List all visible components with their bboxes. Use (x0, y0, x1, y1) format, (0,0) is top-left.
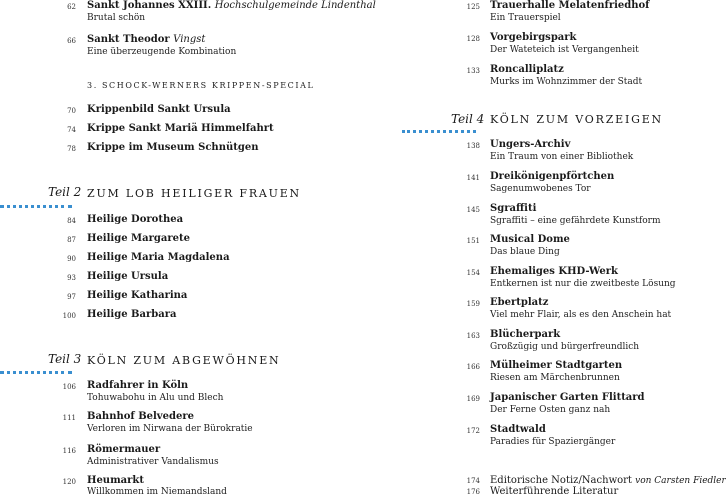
toc-entry-katharina[interactable] (0, 290, 345, 306)
toc-entry-musical-dome[interactable] (346, 234, 693, 260)
page-number: 120 (62, 478, 76, 486)
entry-title: Blücherpark (490, 329, 561, 340)
entry-subtitle: Ein Trauerspiel (490, 13, 561, 23)
entry-title: Roncalliplatz (490, 64, 564, 75)
page-number: 93 (67, 274, 76, 282)
toc-entry-radfahrer[interactable] (0, 380, 345, 408)
toc-entry-literatur[interactable] (346, 486, 693, 498)
page-number: 145 (466, 206, 480, 214)
toc-entry-barbara[interactable] (0, 309, 345, 325)
page-number: 128 (466, 35, 480, 43)
page-number: 166 (466, 363, 480, 371)
part-title: KÖLN ZUM ABGEWÖHNEN (87, 354, 281, 367)
entry-location: Vingst (173, 34, 206, 45)
part-label: Teil 4 (451, 112, 485, 126)
entry-subtitle: Administrativer Vandalismus (87, 457, 219, 467)
entry-title: Japanischer Garten Flittard (490, 392, 645, 403)
toc-entry-sankt-johannes[interactable] (0, 0, 376, 28)
entry-title: Musical Dome (490, 234, 570, 245)
entry-subtitle: Viel mehr Flair, als es den Anschein hat (490, 310, 672, 320)
part-heading-teil-2[interactable] (0, 185, 345, 215)
toc-entry-dreikoenigenpfoertchen[interactable] (346, 171, 693, 197)
page-number: 84 (67, 217, 76, 225)
entry-title: Heilige Katharina (87, 290, 188, 301)
entry-location: Hochschulgemeinde Lindenthal (214, 0, 376, 11)
entry-subtitle: Ein Traum von einer Bibliothek (490, 152, 634, 162)
entry-title: Bahnhof Belvedere (87, 411, 194, 422)
page-number: 172 (466, 427, 480, 435)
page-number: 116 (62, 447, 76, 455)
entry-title: Heilige Ursula (87, 271, 169, 282)
entry-title: Römermauer (87, 444, 161, 455)
entry-subtitle: Paradies für Spaziergänger (490, 437, 616, 447)
page-number: 163 (466, 332, 480, 340)
page-number: 125 (466, 3, 480, 11)
entry-subtitle: Großzügig und bürgerfreundlich (490, 342, 640, 352)
toc-entry-muelheimer-stadtgarten[interactable] (346, 360, 693, 386)
entry-title: Ungers-Archiv (490, 139, 571, 150)
toc-entry-vorgebirgspark[interactable] (346, 32, 693, 58)
entry-subtitle: Brutal schön (87, 13, 146, 23)
entry-subtitle: Riesen am Märchenbrunnen (490, 373, 620, 383)
toc-entry-krippenbild[interactable] (0, 104, 345, 120)
entry-title: Ehemaliges KHD-Werk (490, 266, 618, 277)
entry-title: Ebertplatz (490, 297, 549, 308)
dotted-rule (0, 371, 72, 374)
dotted-rule (0, 205, 72, 208)
page-number: 70 (67, 107, 76, 115)
entry-subtitle: Murks im Wohnzimmer der Stadt (490, 77, 643, 87)
page-number: 111 (62, 414, 76, 422)
toc-entry-krippe-museum[interactable] (0, 142, 345, 158)
part-title: ZUM LOB HEILIGER FRAUEN (87, 187, 301, 200)
toc-entry-stadtwald[interactable] (346, 424, 693, 450)
entry-title: Heilige Margarete (87, 233, 190, 244)
page-number: 169 (466, 395, 480, 403)
subsection-heading: 3. SCHOCK-WERNERS KRIPPEN-SPECIAL (87, 81, 315, 90)
part-label: Teil 2 (48, 185, 82, 199)
part-heading-teil-4[interactable] (346, 112, 693, 142)
entry-title: Krippe Sankt Mariä Himmelfahrt (87, 123, 274, 134)
entry-title: Dreikönigenpförtchen (490, 171, 615, 182)
page-number: 154 (466, 269, 480, 277)
page-number: 90 (67, 255, 76, 263)
entry-title: Heilige Barbara (87, 309, 177, 320)
page-number: 174 (466, 477, 480, 485)
entry-title: Heilige Maria Magdalena (87, 252, 230, 263)
toc-entry-heumarkt[interactable] (0, 475, 345, 498)
entry-title: Mülheimer Stadtgarten (490, 360, 623, 371)
entry-title: Editorische Notiz/Nachwort von Carsten Fiedler (490, 475, 726, 486)
toc-entry-ursula[interactable] (0, 271, 345, 287)
page-number: 141 (466, 174, 480, 182)
part-heading-teil-3[interactable] (0, 352, 345, 382)
entry-title: Trauerhalle Melatenfriedhof (490, 0, 650, 11)
entry-title: Heilige Dorothea (87, 214, 184, 225)
page-number: 74 (67, 126, 76, 134)
part-label: Teil 3 (48, 352, 82, 366)
toc-entry-ungers-archiv[interactable] (346, 139, 693, 165)
entry-subtitle: Entkernen ist nur die zweitbeste Lösung (490, 279, 676, 289)
entry-title: Sankt Johannes XXIII. Hochschulgemeinde Lindenthal (87, 0, 376, 11)
toc-entry-margarete[interactable] (0, 233, 345, 249)
toc-entry-roncalliplatz[interactable] (346, 64, 693, 90)
page-number: 62 (67, 3, 76, 11)
toc-entry-roemermauer[interactable] (0, 444, 345, 472)
page-number: 159 (466, 300, 480, 308)
page-number: 106 (62, 383, 76, 391)
entry-subtitle: Sgraffiti – eine gefährdete Kunstform (490, 216, 661, 226)
page-number: 97 (67, 293, 76, 301)
page-number: 78 (67, 145, 76, 153)
toc-entry-bluecherpark[interactable] (346, 329, 693, 355)
dotted-rule (402, 130, 476, 133)
entry-title: Radfahrer in Köln (87, 380, 189, 391)
toc-entry-bahnhof-belvedere[interactable] (0, 411, 345, 439)
entry-title: Weiterführende Literatur (490, 486, 619, 497)
toc-entry-khd-werk[interactable] (346, 266, 693, 292)
toc-entry-sankt-theodor[interactable] (0, 34, 345, 62)
entry-title: Sankt Theodor Vingst (87, 34, 206, 45)
page-number: 151 (466, 237, 480, 245)
entry-author-note: von Carsten Fiedler (635, 476, 726, 486)
toc-entry-japanischer-garten[interactable] (346, 392, 693, 418)
entry-subtitle: Der Wateteich ist Vergangenheit (490, 45, 639, 55)
page-number: 100 (62, 312, 76, 320)
entry-title: Stadtwald (490, 424, 546, 435)
page-number: 66 (67, 37, 76, 45)
entry-subtitle: Tohuwabohu in Alu und Blech (87, 393, 224, 403)
entry-title: Vorgebirgspark (490, 32, 577, 43)
page-number: 176 (466, 488, 480, 496)
toc-entry-dorothea[interactable] (0, 214, 345, 230)
toc-entry-sgraffiti[interactable] (346, 203, 693, 229)
page-number: 133 (466, 67, 480, 75)
entry-subtitle: Der Ferne Osten ganz nah (490, 405, 611, 415)
toc-entry-krippe-maria[interactable] (0, 123, 345, 139)
page-number: 87 (67, 236, 76, 244)
entry-title: Krippe im Museum Schnütgen (87, 142, 259, 153)
toc-entry-ebertplatz[interactable] (346, 297, 693, 323)
entry-subtitle: Verloren im Nirwana der Bürokratie (87, 424, 253, 434)
entry-subtitle: Das blaue Ding (490, 247, 560, 257)
toc-entry-trauerhalle[interactable] (346, 0, 693, 26)
entry-title: Sgraffiti (490, 203, 537, 214)
entry-title: Heumarkt (87, 475, 144, 486)
entry-subtitle: Eine überzeugende Kombination (87, 47, 237, 57)
toc-entry-maria-magdalena[interactable] (0, 252, 345, 268)
entry-subtitle: Willkommen im Niemandsland (87, 487, 227, 497)
part-title: KÖLN ZUM VORZEIGEN (490, 113, 663, 126)
entry-title: Krippenbild Sankt Ursula (87, 104, 231, 115)
entry-subtitle: Sagenumwobenes Tor (490, 184, 591, 194)
page-number: 138 (466, 142, 480, 150)
